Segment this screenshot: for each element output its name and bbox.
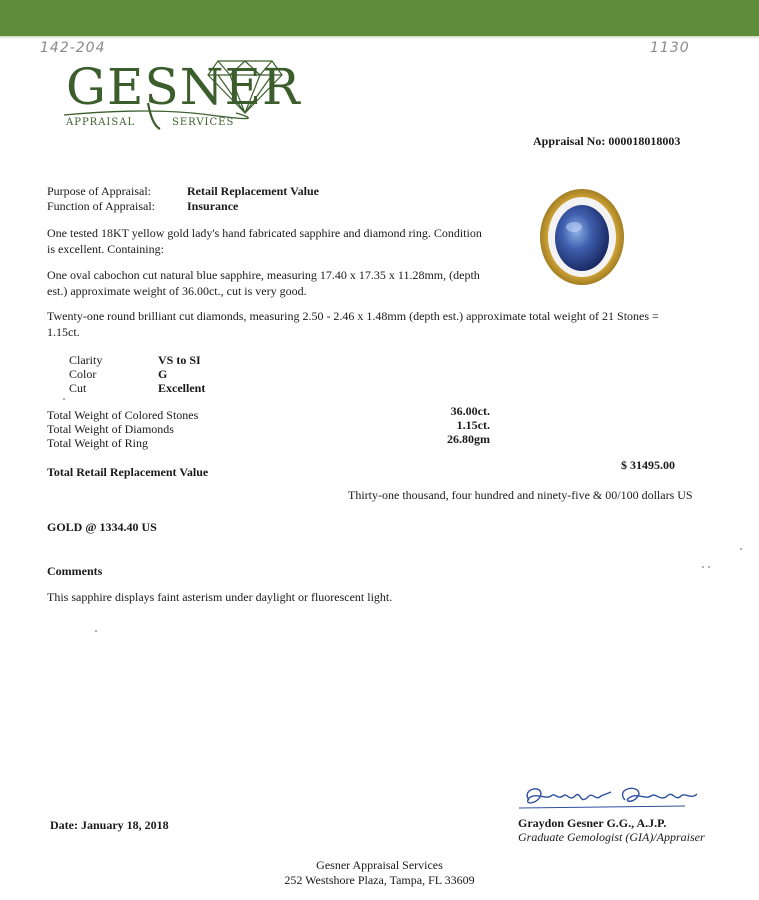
description-line: est.) approximate weight of 36.00ct., cut is very good. xyxy=(47,284,307,298)
gold-price: GOLD @ 1334.40 US xyxy=(47,520,157,534)
comments-heading: Comments xyxy=(47,564,103,578)
description-line: One tested 18KT yellow gold lady's hand fabricated sapphire and diamond ring. Condition xyxy=(47,226,482,240)
footer-company: Gesner Appraisal Services xyxy=(316,858,443,872)
description-line: 1.15ct. xyxy=(47,325,80,339)
function-value: Insurance xyxy=(187,199,239,213)
appraiser-name: Graydon Gesner G.G., A.J.P. xyxy=(518,816,667,830)
grade-label-clarity: Clarity xyxy=(69,353,103,367)
company-logo xyxy=(60,55,301,140)
handwritten-reference: 142-204 xyxy=(40,40,106,56)
appraisal-number: Appraisal No: 000018018003 xyxy=(533,134,681,148)
total-value-words: Thirty-one thousand, four hundred and ninety-five & 00/100 dollars US xyxy=(348,488,693,502)
function-label: Function of Appraisal: xyxy=(47,199,155,213)
logo-subtitle-appraisal: APPRAISAL xyxy=(66,117,136,128)
grade-value-clarity: VS to SI xyxy=(158,353,201,367)
appraiser-title: Graduate Gemologist (GIA)/Appraiser xyxy=(518,830,705,844)
sapphire-description xyxy=(47,267,480,299)
grade-label-cut: Cut xyxy=(69,381,87,395)
weight-value-ring: 26.80gm xyxy=(447,432,490,446)
weight-label-colored-stones: Total Weight of Colored Stones xyxy=(47,408,199,422)
description-line: Twenty-one round brilliant cut diamonds, measuring 2.50 - 2.46 x 1.48mm (depth est.) approximate total weight of 21 Stones = xyxy=(47,309,659,323)
ring-description xyxy=(47,225,482,257)
weight-value-colored-stones: 36.00ct. xyxy=(450,404,490,418)
grade-value-color: G xyxy=(158,367,168,381)
weight-value-diamonds: 1.15ct. xyxy=(456,418,490,432)
scan-edge xyxy=(0,36,759,39)
purpose-value: Retail Replacement Value xyxy=(187,184,319,198)
total-value-amount: $ 31495.00 xyxy=(621,458,675,472)
diamonds-description xyxy=(47,308,659,340)
total-value-label: Total Retail Replacement Value xyxy=(47,465,209,479)
ring-photo xyxy=(538,185,626,287)
logo-wordmark: GESNER xyxy=(66,58,301,116)
description-line: One oval cabochon cut natural blue sapphire, measuring 17.40 x 17.35 x 11.28mm, (depth xyxy=(47,268,480,282)
grade-value-cut: Excellent xyxy=(158,381,206,395)
footer-address: 252 Westshore Plaza, Tampa, FL 33609 xyxy=(284,873,475,887)
purpose-label: Purpose of Appraisal: xyxy=(47,184,151,198)
logo-subtitle-services: SERVICES xyxy=(172,117,235,128)
header-bar xyxy=(0,0,759,36)
description-line: is excellent. Containing: xyxy=(47,242,164,256)
signature-image xyxy=(515,780,705,816)
weight-label-ring: Total Weight of Ring xyxy=(47,436,148,450)
grade-label-color: Color xyxy=(69,367,97,381)
weight-label-diamonds: Total Weight of Diamonds xyxy=(47,422,174,436)
handwritten-page-number: 1130 xyxy=(650,40,690,56)
appraisal-date: Date: January 18, 2018 xyxy=(50,818,169,832)
comments-text: This sapphire displays faint asterism under daylight or fluorescent light. xyxy=(47,590,393,604)
